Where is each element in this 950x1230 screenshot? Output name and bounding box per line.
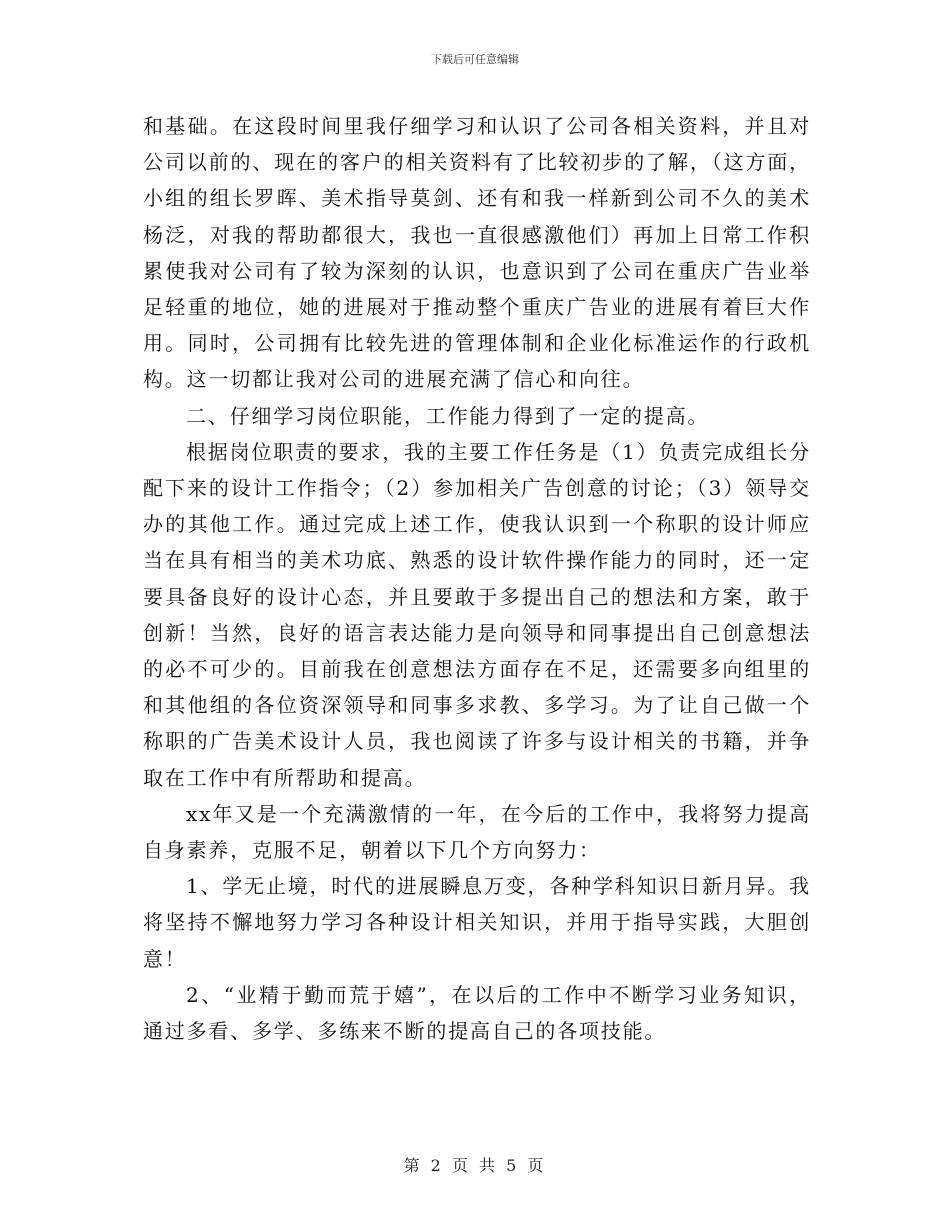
page-number: 第 2 页 共 5 页 [403, 1156, 547, 1175]
section-heading-2: 二、仔细学习岗位职能，工作能力得到了一定的提高。 [186, 403, 710, 428]
body-paragraph-1: 和基础。在这段时间里我仔细学习和认识了公司各相关资料，并且对公司以前的、现在的客户的相关资料有了比较初步的了解，（这方面，小组的组长罗晖、美术指导莫剑、还有和我一样新到公司不久的美术杨泛，对我的帮助都很大，我也一直很感激他们）再加上日常工作积累使我对公司有了较为深刻的认识，也意识到了公司在重庆广告业举足轻重的地位，她的进展对于推动整个重庆广告业的进展有着巨大作用。同时，公司拥有比较先进的管理体制和企业化标准运作的行政机构。这一切都让我对公司的进展充满了信心和向往。 [143, 114, 811, 392]
list-item-2: 2、“业精于勤而荒于嬉”，在以后的工作中不断学习业务知识，通过多看、多学、多练来不断的提高自己的各项技能。 [143, 982, 811, 1044]
body-paragraph-3: 根据岗位职责的要求，我的主要工作任务是（1）负责完成组长分配下来的设计工作指令；（2）参加相关广告创意的讨论；（3）领导交办的其他工作。通过完成上述工作，使我认识到一个称职的设计师应当在具有相当的美术功底、熟悉的设计软件操作能力的同时，还一定要具备良好的设计心态，并且要敢于多提出自己的想法和方案，敢于创新！当然，良好的语言表达能力是向领导和同事提出自己创意想法的必不可少的。目前我在创意想法方面存在不足，还需要多向组里的和其他组的各位资深领导和同事多求教、多学习。为了让自己做一个称职的广告美术设计人员，我也阅读了许多与设计相关的书籍，并争取在工作中有所帮助和提高。 [143, 439, 811, 790]
list-item-1: 1、学无止境，时代的进展瞬息万变，各种学科知识日新月异。我将坚持不懈地努力学习各种设计相关知识，并用于指导实践，大胆创意！ [143, 874, 811, 971]
page-header: 下载后可任意编辑 [431, 53, 519, 66]
body-paragraph-4: xx年又是一个充满激情的一年，在今后的工作中，我将努力提高自身素养，克服不足，朝着以下几个方向努力： [143, 801, 811, 863]
document-body [143, 108, 811, 1049]
